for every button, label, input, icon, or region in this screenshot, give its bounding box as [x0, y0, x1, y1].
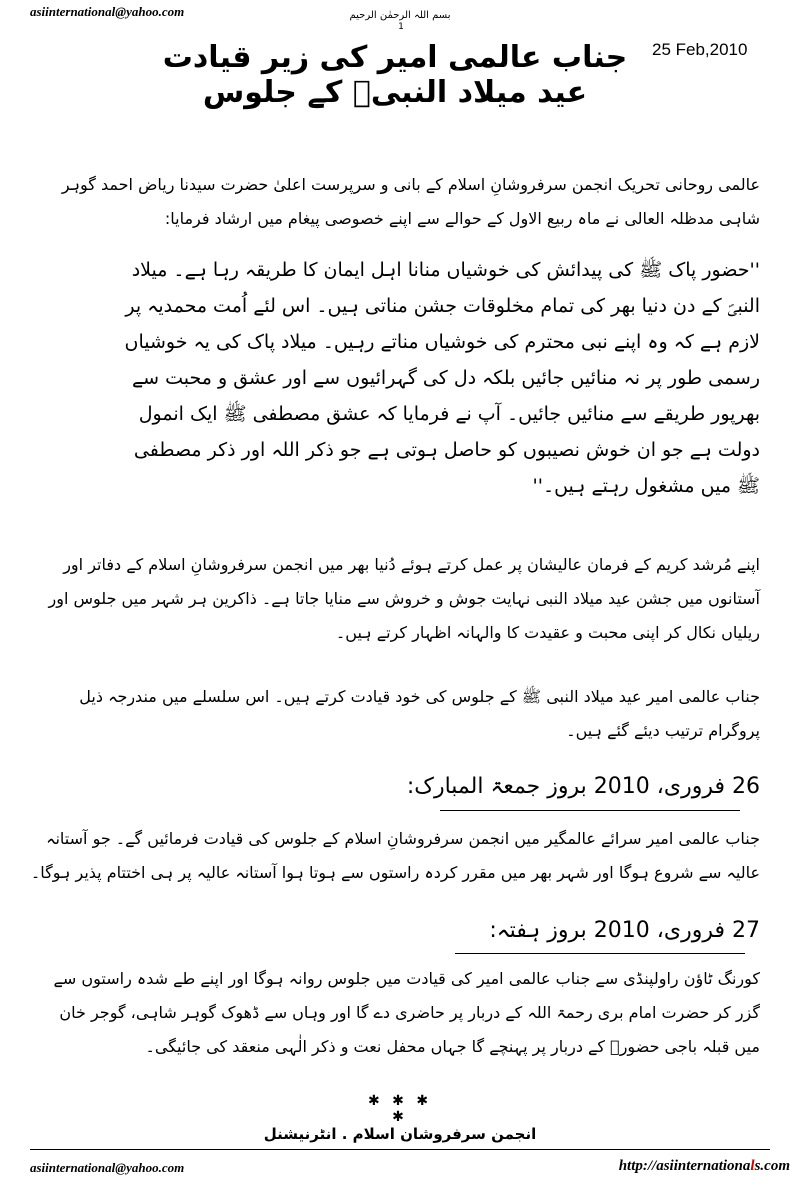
bismillah: بسم اللہ الرحمٰن الرحیم: [349, 10, 451, 21]
event-heading-underline: [440, 810, 740, 811]
page-number: 1: [398, 22, 404, 32]
event-text-2: کورنگ ٹاؤن راولپنڈی سے جناب عالمی امیر کی قیادت میں جلوس روانہ ہوگا اور اپنے طے شدہ راستوں سے گزر کر حضرت امام بری رحمۃ اللہ کے دربار پر حاضری دے گا اور وہاں سے ڈھوک گوہر شاہی، گوجر خان میں قبلہ باجی حضورؒ کے دربار پر پہنچے گا جہاں محفل نعت و ذکر الٰہی منعقد کی جائیگی۔: [53, 969, 760, 1056]
footer-email[interactable]: asiinternational@yahoo.com: [30, 1160, 185, 1175]
intro-paragraph: عالمی روحانی تحریک انجمن سرفروشانِ اسلام کے بانی و سرپرست اعلیٰ حضرت سیدنا ریاض احمد گوہر شاہی مدظلہ العالی نے ماہ ربیع الاول کے حوالے سے اپنے خصوصی پیغام میں ارشاد فرمایا:: [61, 175, 760, 228]
separator-stars: ✱ ✱ ✱ ✱: [367, 1093, 433, 1125]
footer-website-link[interactable]: [530, 1158, 790, 1175]
footer-divider: [30, 1149, 770, 1150]
event-heading-2: 27 فروری، 2010 بروز ہفتہ:: [489, 918, 760, 943]
event-heading-1: 26 فروری، 2010 بروز جمعۃ المبارک:: [406, 774, 760, 799]
event-heading-underline: [455, 953, 745, 954]
header-email: asiinternational@yahoo.com: [30, 4, 185, 19]
document-date: 25 Feb,2010: [652, 40, 748, 59]
quote-paragraph: ''حضور پاک ﷺ کی پیدائش کی خوشیاں منانا اہل ایمان کا طریقہ رہا ہے۔ میلاد النبیؐ کے دن دنیا بھر کی تمام مخلوقات جشن مناتی ہیں۔ اس لئے اُمت محمدیہ پر لازم ہے کہ وہ اپنے نبی محترم کی خوشیاں مناتے رہیں۔ میلاد پاک کی یہ خوشیاں رسمی طور پر نہ منائیں جائیں بلکہ دل کی گہرائیوں سے اور عشق و محبت سے بھرپور طریقے سے منائیں جائیں۔ آپ نے فرمایا کہ عشق مصطفی ﷺ ایک انمول دولت ہے جو ان خوش نصیبوں کو حاصل ہوتی ہے جو ذکر اللہ اور ذکر مصطفی ﷺ میں مشغول رہتے ہیں۔'': [124, 259, 760, 497]
event-text-1: جناب عالمی امیر سرائے عالمگیر میں انجمن سرفروشانِ اسلام کے جلوس کی قیادت فرمائیں گے۔ جو آستانہ عالیہ سے شروع ہوگا اور شہر بھر میں مقرر کردہ راستوں سے ہوتا ہوا آستانہ عالیہ پر ہی اختتام پذیر ہوگا۔: [30, 829, 760, 882]
url-accent: l: [750, 1158, 755, 1174]
program-intro-paragraph: جناب عالمی امیر عید میلاد النبی ﷺ کے جلوس کی خود قیادت کرتے ہیں۔ اس سلسلے میں مندرجہ ذیل پروگرام ترتیب دیئے گئے ہیں۔: [79, 687, 760, 740]
celebration-paragraph: اپنے مُرشد کریم کے فرمان عالیشان پر عمل کرتے ہوئے دُنیا بھر میں انجمن سرفروشانِ اسلام کے دفاتر اور آستانوں میں جشن عید میلاد النبی نہایت جوش و خروش سے منایا جاتا ہے۔ ذاکرین ہر شہر میں جلوس اور ریلیاں نکال کر اپنی محبت و عقیدت کا والہانہ اظہار کرتے ہیں۔: [48, 555, 760, 642]
url-prefix: http://asiinternationa: [618, 1158, 751, 1174]
organization-name: انجمن سرفروشان اسلام . انٹرنیشنل: [263, 1125, 537, 1143]
page-title: جناب عالمی امیر کی زیر قیادت عید میلاد النبیؐ کے جلوس: [162, 40, 628, 110]
url-suffix: s.com: [754, 1158, 790, 1174]
